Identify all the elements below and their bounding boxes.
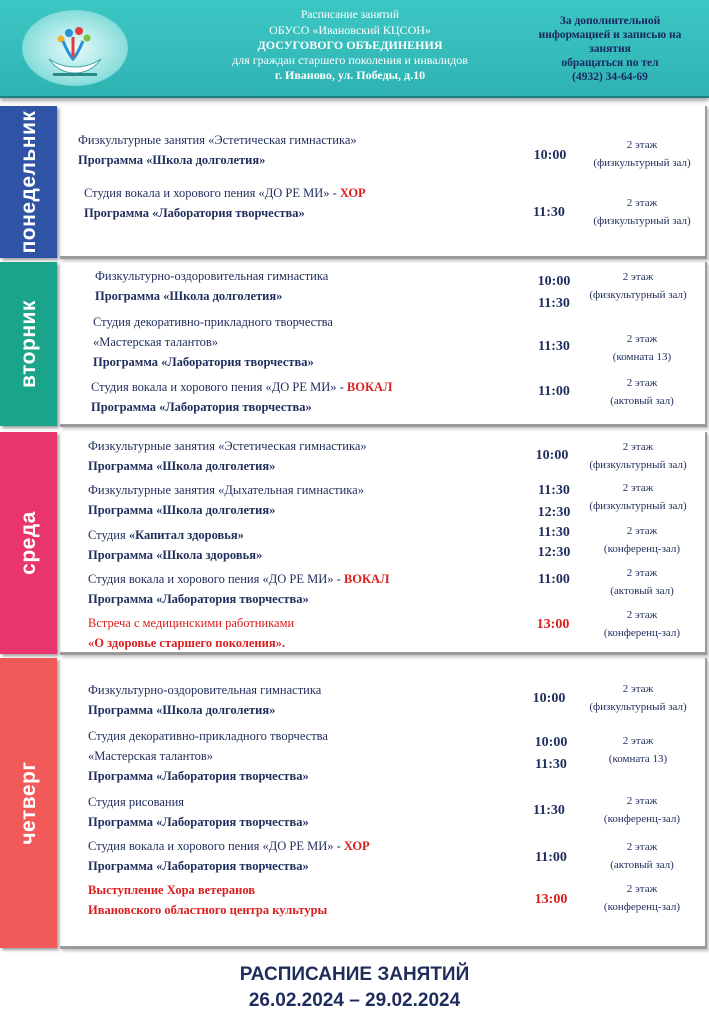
day-thursday [0,658,709,950]
entry-program: Программа «Лаборатория творчества» [93,355,314,369]
entry-title: Встреча с медицинскими работниками [88,616,295,630]
room-floor: 2 этаж [626,525,658,537]
day-wednesday [0,432,709,656]
entry-program: Программа «Лаборатория творчества» [88,592,309,606]
entry-tag: ВОКАЛ [343,572,390,586]
header-line-5: г. Иваново, ул. Победы, д.10 [274,68,426,82]
room-floor: 2 этаж [622,441,654,453]
room-name: (комната 13) [612,351,672,363]
entry-title [88,525,262,545]
day-label-wednesday: среда [16,511,40,575]
entry-title: Физкультурно-оздоровительная гимнастика [88,683,322,697]
contact-line-1: За дополнительной [559,15,661,27]
entry-program: Программа «Школа здоровья» [88,548,263,562]
entry-time: 12:30 [537,545,571,560]
entry-title: Физкультурные занятия «Эстетическая гимнастика» [78,133,357,147]
entry-program: Программа «Лаборатория творчества» [88,815,309,829]
schedule-entry [91,377,392,417]
entry-room [582,136,702,172]
schedule-entry [88,613,294,653]
entry-title: Студия декоративно-прикладного творчества [88,729,328,743]
entry-tag: ХОР [339,186,366,200]
entry-title: Выступление Хора ветеранов [88,883,256,897]
entry-room [578,479,698,515]
entry-title-text: Студия вокала и хорового пения «ДО РЕ МИ» - [88,839,341,853]
room-name: (физкультурный зал) [589,500,687,512]
schedule-entry [88,436,367,476]
room-floor: 2 этаж [622,735,654,747]
entry-time: 11:00 [538,572,570,587]
room-floor: 2 этаж [626,609,658,621]
schedule-entry [88,726,328,786]
room-name: (физкультурный зал) [593,215,691,227]
entry-room [578,680,698,716]
room-name: (физкультурный зал) [593,157,691,169]
room-floor: 2 этаж [626,377,658,389]
entry-time: 10:00 [532,691,566,706]
room-floor: 2 этаж [622,683,654,695]
entry-time: 11:30 [538,483,570,498]
entry-title-text: Студия вокала и хорового пения «ДО РЕ МИ» - [88,572,341,586]
room-name: (актовый зал) [610,395,674,407]
schedule-entry [88,525,262,565]
entry-program: Программа «Лаборатория творчества» [84,206,305,220]
room-name: (физкультурный зал) [589,459,687,471]
entry-program: Программа «Школа долголетия» [88,703,276,717]
entry-time: 11:30 [538,525,570,540]
room-floor: 2 этаж [622,482,654,494]
room-name: (актовый зал) [610,859,674,871]
schedule-entry [88,680,321,720]
entry-program: Программа «Лаборатория творчества» [88,859,309,873]
entry-room [582,330,702,366]
entry-time: 11:00 [538,384,570,399]
entry-time: 10:00 [535,448,569,463]
room-name: (конференц-зал) [603,627,681,639]
room-floor: 2 этаж [626,841,658,853]
entry-room [582,522,702,558]
contact-line-4: обращаться по тел [561,57,659,69]
entry-room [578,732,698,768]
header-line-4: для граждан старшего поколения и инвалидов [232,53,468,67]
room-floor: 2 этаж [622,271,654,283]
entry-title: Студия рисования [88,795,185,809]
schedule-entry [88,792,309,832]
entry-program: Программа «Школа долголетия» [88,459,276,473]
room-floor: 2 этаж [626,883,658,895]
entry-title: Физкультурные занятия «Эстетическая гимнастика» [88,439,367,453]
entry-title: Студия декоративно-прикладного творчества [93,315,333,329]
contact-line-3: занятия [589,43,631,55]
entry-title [91,377,392,397]
entry-room [582,564,702,600]
entry-program: Программа «Школа долголетия» [78,153,266,167]
room-floor: 2 этаж [626,795,658,807]
entry-subtitle: «Мастерская талантов» [93,335,219,349]
room-name: (конференц-зал) [603,543,681,555]
entry-room [582,838,702,874]
entry-program: Программа «Школа долголетия» [88,503,276,517]
schedule-entry [84,183,366,223]
entry-title: Физкультурные занятия «Дыхательная гимнастика» [88,483,364,497]
entry-time: 10:00 [533,148,567,163]
entry-room [582,606,702,642]
entry-time: 11:00 [535,850,567,865]
room-name: (конференц-зал) [603,813,681,825]
schedule-entry [95,266,328,306]
entry-room [582,374,702,410]
entry-time: 11:30 [538,339,570,354]
day-tab-tuesday [0,262,57,426]
entry-time: 11:30 [538,296,570,311]
day-label-tuesday: вторник [16,300,40,388]
entry-program: «О здоровье старшего поколения». [88,636,285,650]
footer-title: РАСПИСАНИЕ ЗАНЯТИЙ [239,964,470,985]
entry-program: Программа «Лаборатория творчества» [88,769,309,783]
room-name: (конференц-зал) [603,901,681,913]
day-label-thursday: четверг [16,761,40,845]
schedule-entry [88,569,389,609]
entry-title [84,183,366,203]
header-banner [0,0,709,98]
entry-room [582,880,702,916]
entry-program: Программа «Лаборатория творчества» [91,400,312,414]
contact-phone: (4932) 34-64-69 [572,71,648,83]
schedule-entry [93,312,333,372]
contact-line-2: информацией и записью на [538,29,682,41]
header-line-3: ДОСУГОВОГО ОБЪЕДИНЕНИЯ [257,38,443,52]
room-floor: 2 этаж [626,333,658,345]
schedule-entry [78,130,357,170]
day-monday [0,106,709,260]
header-title-block [180,8,520,83]
entry-tag: ВОКАЛ [346,380,393,394]
day-tab-wednesday [0,432,57,654]
entry-program: Ивановского областного центра культуры [88,903,328,917]
organization-logo [22,10,128,86]
entry-time: 11:30 [533,205,565,220]
room-name: (актовый зал) [610,585,674,597]
room-floor: 2 этаж [626,139,658,151]
entry-title-text: Студия [88,528,129,542]
entry-time: 13:00 [534,892,568,907]
entry-time: 10:00 [534,735,568,750]
header-line-2: ОБУСО «Ивановский КЦСОН» [269,23,431,37]
entry-title [88,569,389,589]
entry-title-text: Студия вокала и хорового пения «ДО РЕ МИ» - [91,380,344,394]
entry-room [582,194,702,230]
room-floor: 2 этаж [626,197,658,209]
footer-dates: 26.02.2024 – 29.02.2024 [248,990,461,1011]
entry-room [578,268,698,304]
entry-title-text: Студия вокала и хорового пения «ДО РЕ МИ» - [84,186,337,200]
day-tab-monday [0,106,57,258]
header-line-1: Расписание занятий [301,9,399,21]
entry-time: 10:00 [537,274,571,289]
schedule-entry [88,880,327,920]
entry-time: 11:30 [535,757,567,772]
entry-title: Физкультурно-оздоровительная гимнастика [95,269,329,283]
entry-time: 11:30 [533,803,565,818]
room-floor: 2 этаж [626,567,658,579]
day-tuesday [0,262,709,428]
entry-time: 13:00 [536,617,570,632]
entry-subtitle: «Мастерская талантов» [88,749,214,763]
header-contact-block [520,14,700,84]
footer [0,962,709,1014]
entry-tag: ХОР [343,839,370,853]
day-tab-thursday [0,658,57,948]
entry-room [582,792,702,828]
entry-title-bold: «Капитал здоровья» [128,528,244,542]
room-name: (физкультурный зал) [589,289,687,301]
room-name: (комната 13) [608,753,668,765]
room-name: (физкультурный зал) [589,701,687,713]
entry-title [88,836,370,856]
schedule-entry [88,480,364,520]
schedule-entry [88,836,370,876]
entry-room [578,438,698,474]
entry-program: Программа «Школа долголетия» [95,289,283,303]
entry-time: 12:30 [537,505,571,520]
day-label-monday: понедельник [16,110,40,254]
